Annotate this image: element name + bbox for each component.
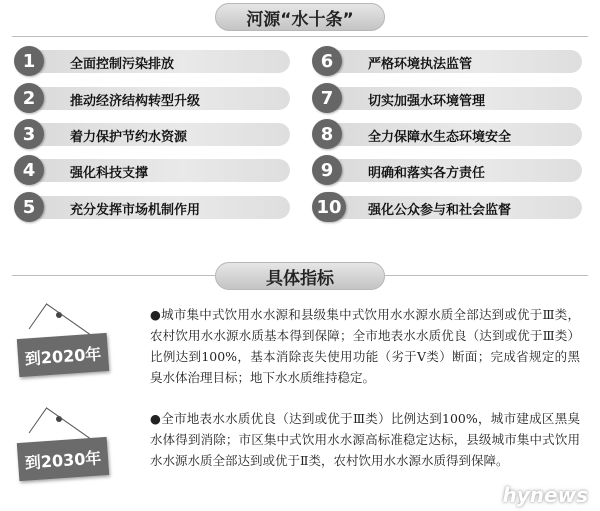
measure-9 — [318, 159, 582, 182]
measure-8 — [318, 123, 582, 146]
target-text-2030: ●全市地表水水质优良（达到或优于Ⅲ类）比例达到100%，城市建成区黑臭水体得到消除；市区集中式饮用水水源高标准稳定达标，县级城市集中式饮用水水源水质全部达到或优于Ⅱ类，农村饮用水水源水质得到保障。 — [150, 411, 580, 468]
measure-3 — [20, 123, 290, 146]
measure-number: 4 — [14, 155, 44, 185]
measure-label: 全力保障水生态环境安全 — [368, 130, 512, 145]
main-title: 河源“水十条” — [246, 9, 354, 30]
measure-label: 充分发挥市场机制作用 — [70, 203, 201, 218]
section-title-banner — [215, 262, 385, 290]
measure-10 — [318, 196, 582, 219]
top-divider — [12, 36, 588, 37]
measure-label: 明确和落实各方责任 — [368, 166, 486, 181]
measure-4 — [20, 159, 290, 182]
year-tag-2020 — [17, 333, 109, 377]
measure-number: 3 — [14, 119, 44, 149]
measure-number: 9 — [312, 155, 342, 185]
measure-label: 强化公众参与和社会监督 — [368, 203, 512, 218]
measure-label: 强化科技支撑 — [70, 166, 149, 181]
measure-6 — [318, 50, 582, 73]
main-title-banner — [215, 3, 385, 31]
year-label: 到2020年 — [24, 343, 102, 369]
measure-7 — [318, 87, 582, 110]
target-text-2020: ●城市集中式饮用水水源和县级集中式饮用水水源水质全部达到或优于Ⅲ类，农村饮用水水源水质基本得到保障；全市地表水水质优良（达到或优于Ⅲ类）比例达到100%，基本消除丧失使用功能（劣于Ⅴ类）断面；完成省规定的黑臭水体治理目标；地下水水质维持稳定。 — [150, 307, 580, 385]
measure-1 — [20, 50, 290, 73]
measure-number: 10 — [312, 192, 346, 222]
measure-label: 着力保护节约水资源 — [70, 130, 188, 145]
measure-5 — [20, 196, 290, 219]
year-tag-2030 — [17, 437, 109, 481]
section-title: 具体指标 — [266, 268, 334, 289]
measure-number: 7 — [312, 83, 342, 113]
measure-number: 5 — [14, 192, 44, 222]
measure-number: 6 — [312, 46, 342, 76]
measure-2 — [20, 87, 290, 110]
measure-number: 1 — [14, 46, 44, 76]
measure-label: 推动经济结构转型升级 — [70, 94, 201, 109]
measure-number: 2 — [14, 83, 44, 113]
watermark-logo: hynews — [502, 483, 588, 507]
year-label: 到2030年 — [24, 447, 102, 473]
measure-number: 8 — [312, 119, 342, 149]
measure-label: 全面控制污染排放 — [70, 57, 175, 72]
measure-label: 切实加强水环境管理 — [368, 94, 486, 109]
measure-label: 严格环境执法监管 — [368, 57, 473, 72]
